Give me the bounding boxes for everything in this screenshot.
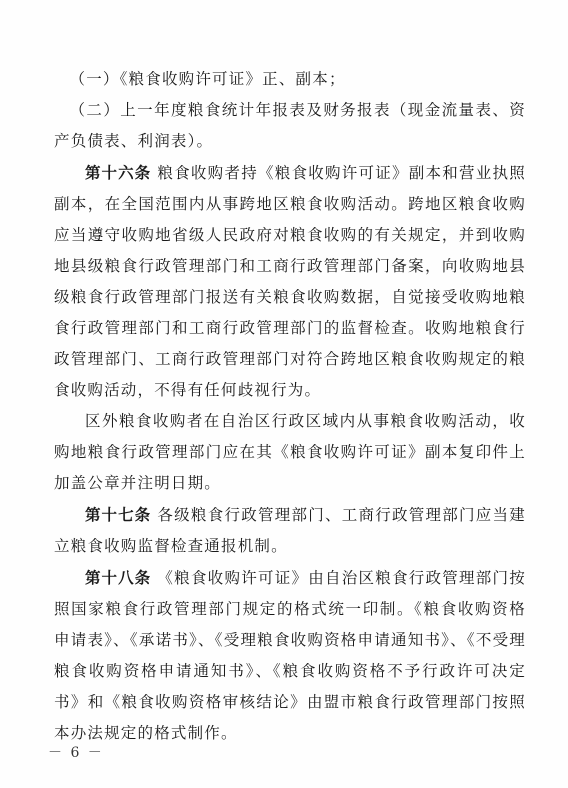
article-16-paragraph-2 <box>54 406 526 499</box>
article-18 <box>54 562 526 749</box>
article-heading: 第十七条 <box>85 505 152 524</box>
paragraph-text: 区外粮食收购者在自治区行政区域内从事粮食收购活动，收购地粮食行政管理部门应在其《粮食收购许可证》副本复印件上加盖公章并注明日期。 <box>54 412 526 492</box>
list-item <box>54 95 526 157</box>
article-17 <box>54 499 526 562</box>
paragraph-text: 《粮食收购许可证》由自治区粮食行政管理部门按照国家粮食行政管理部门规定的格式统一印制。《粮食收购资格申请表》、《承诺书》、《受理粮食收购资格申请通知书》、《不受理粮食收购资格申请通知书》、《粮食收购资格不予行政许可决定书》和《粮食收购资格审核结论》由盟市粮食行政管理部门按照本办法规定的格式制作。 <box>54 569 526 742</box>
paragraph-text: 各级粮食行政管理部门、工商行政管理部门应当建立粮食收购监督检查通报机制。 <box>54 506 526 555</box>
list-item <box>54 64 526 95</box>
paragraph-text: （二）上一年度粮食统计年报表及财务报表（现金流量表、资产负债表、利润表）。 <box>54 101 526 150</box>
document-body <box>54 64 526 749</box>
paragraph-text: （一）《粮食收购许可证》正、副本； <box>69 70 346 88</box>
article-heading: 第十六条 <box>85 163 152 182</box>
page-number: － 6 － <box>48 745 104 761</box>
paragraph-text: 粮食收购者持《粮食收购许可证》副本和营业执照副本，在全国范围内从事跨地区粮食收购活动。跨地区粮食收购应当遵守收购地省级人民政府对粮食收购的有关规定，并到收购地县级粮食行政管理部门和工商行政管理部门备案，向收购地县级粮食行政管理部门报送有关粮食收购数据，自觉接受收购地粮食行政管理部门和工商行政管理部门的监督检查。收购地粮食行政管理部门、工商行政管理部门对符合跨地区粮食收购规定的粮食收购活动，不得有任何歧视行为。 <box>54 164 526 399</box>
article-heading: 第十八条 <box>85 568 152 587</box>
article-16 <box>54 157 526 406</box>
